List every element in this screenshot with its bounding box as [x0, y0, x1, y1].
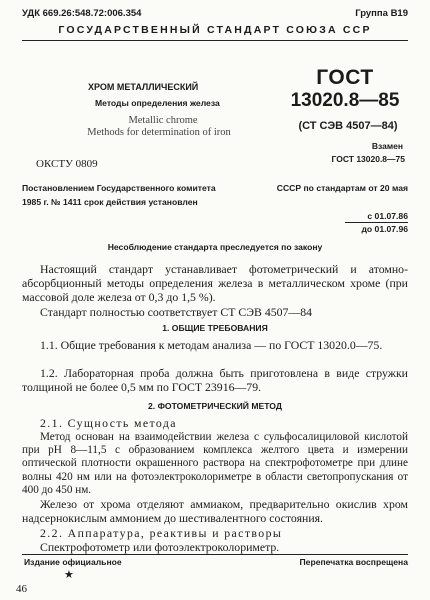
replaces-gost: ГОСТ 13020.8—75: [331, 154, 405, 164]
section1-para2: 1.2. Лабораторная проба должна быть приготовлена в виде стружки толщиной не более 0,5 мм по ГОСТ 23916—79.: [22, 366, 408, 395]
intro-paragraph: Настоящий стандарт устанавливает фотометрический и атомно-абсорбционный методы определения железа в металлическом хроме (при массовой доле железа от 0,3 до 1,5 %).: [22, 262, 408, 305]
decree-line2: 1985 г. № 1411 срок действия установлен: [22, 197, 198, 207]
title-en-line2: Methods for determination of iron: [87, 127, 231, 138]
header-rule: [22, 40, 408, 41]
date-divider: [345, 222, 408, 223]
law-warning: Несоблюдение стандарта преследуется по закону: [107, 242, 323, 252]
official-edition: Издание официальное: [24, 557, 122, 567]
title-en: [88, 115, 238, 139]
reprint-prohibited: Перепечатка воспрещена: [299, 557, 408, 567]
gost-label: ГОСТ: [316, 66, 374, 89]
gost-number: 13020.8—85: [290, 90, 400, 111]
section1-para1: 1.1. Общие требования к методам анализа — по ГОСТ 13020.0—75.: [40, 338, 383, 352]
section1-title: 1. ОБЩИЕ ТРЕБОВАНИЯ: [162, 323, 268, 333]
replaces-label: Взамен: [371, 141, 403, 151]
group-code: Группа В19: [355, 8, 408, 19]
okstu-code: ОКСТУ 0809: [36, 158, 98, 170]
section2-1-heading: 2.1. Сущность метода: [40, 416, 177, 430]
title-ru: ХРОМ МЕТАЛЛИЧЕСКИЙ: [88, 82, 199, 92]
section2-2-heading: 2.2. Аппаратура, реактивы и растворы: [40, 526, 283, 540]
star-mark: ★: [64, 569, 74, 581]
section2-title: 2. ФОТОМЕТРИЧЕСКИЙ МЕТОД: [148, 401, 282, 411]
section2-1-para1: Метод основан на взаимодействии железа с сульфосалициловой кислотой при pH 8—11,5 с образованием комплекса желтого цвета и измерении оптической плотности окрашенного раствора на спектрофотометре при длине волны 420 нм или на фотоэлектроколориметре в области светопропускания от 400 до 450 нм.: [22, 431, 408, 496]
st-sev-ref: (СТ СЭВ 4507—84): [298, 120, 398, 132]
footer-rule: [22, 554, 408, 555]
intro-compliance: Стандарт полностью соответствует СТ СЭВ 4507—84: [40, 305, 313, 319]
page-number: 46: [16, 583, 27, 595]
effective-to: до 01.07.96: [361, 224, 408, 234]
subtitle-ru: Методы определения железа: [95, 98, 220, 108]
udc-code: УДК 669.26:548.72:006.354: [22, 8, 142, 19]
decree-line1-right: СССР по стандартам от 20 мая: [276, 183, 408, 193]
title-en-line1: Metallic chrome: [128, 115, 198, 126]
effective-from: с 01.07.86: [367, 211, 408, 221]
section2-2-para1: Спектрофотометр или фотоэлектроколориметр.: [40, 540, 280, 554]
decree-line1-left: Постановлением Государственного комитета: [22, 183, 216, 193]
state-standard-banner: ГОСУДАРСТВЕННЫЙ СТАНДАРТ СОЮЗА ССР: [58, 24, 372, 36]
section2-1-para2: Железо от хрома отделяют аммиаком, предварительно окислив хром надсернокислым аммонием до шестивалентного состояния.: [22, 497, 408, 526]
